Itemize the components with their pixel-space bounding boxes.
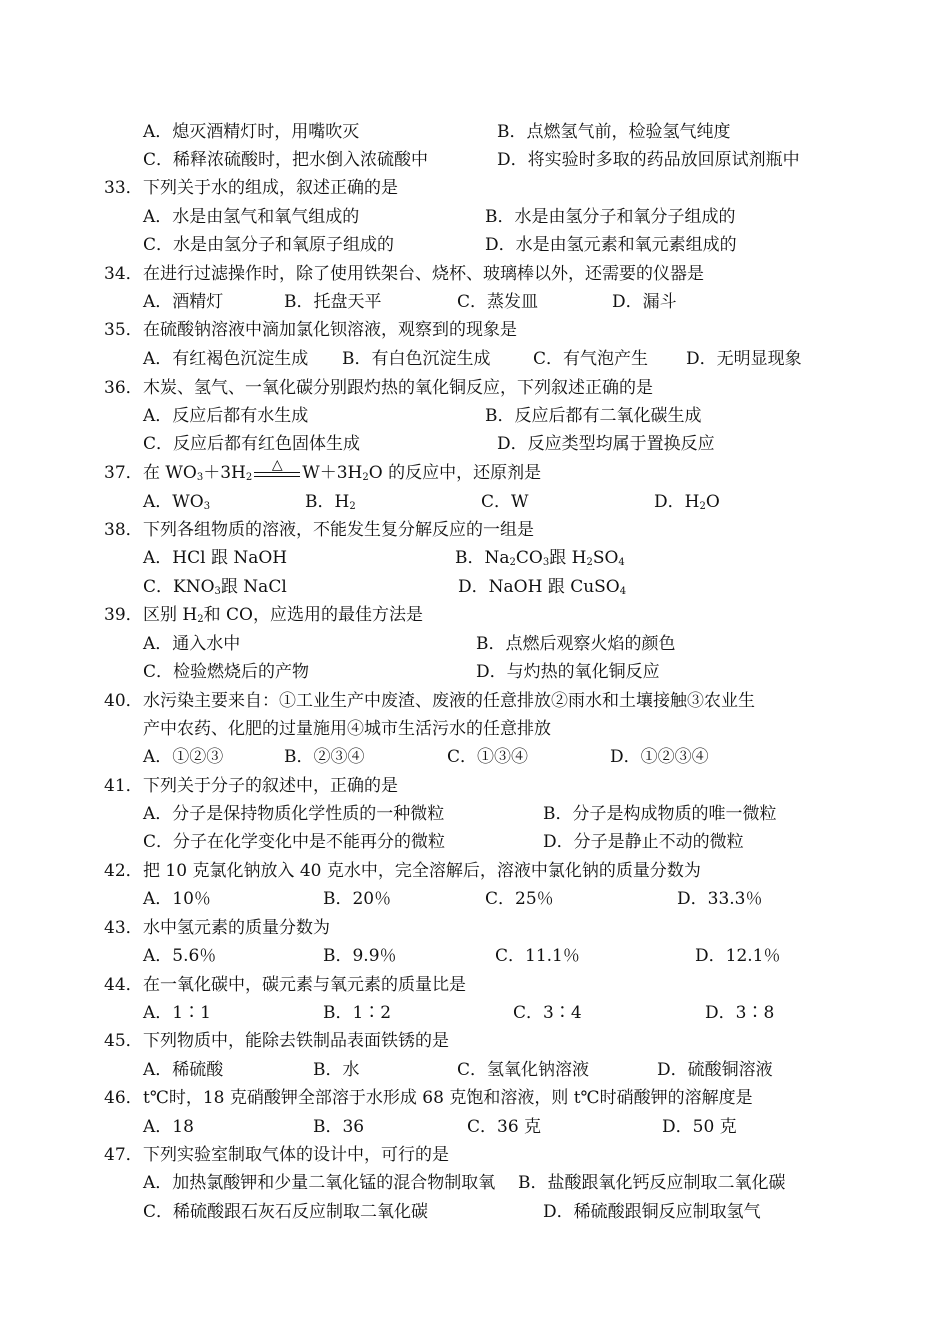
q47-option-b: B．盐酸跟氧化钙反应制取二氧化碳: [518, 1173, 786, 1193]
q37-stem-part: ＋3H: [203, 463, 246, 483]
q40-stem-line1: 水污染主要来自：①工业生产中废渣、废液的任意排放②雨水和土壤接触③农业生: [143, 691, 755, 711]
q42-option-c: C．25％: [485, 889, 554, 909]
q46-option-b: B．36: [313, 1117, 365, 1137]
q38-option-b: B．$Na_2CO_3$跟 $H_2SO_4$: [455, 548, 625, 568]
q45-option-c: C．氢氧化钠溶液: [457, 1060, 590, 1080]
q41-option-b: B．分子是构成物质的唯一微粒: [543, 804, 777, 824]
q38-option-a: A．HCl 跟 NaOH: [143, 548, 288, 568]
q33-option-d: D．水是由氢元素和氧元素组成的: [485, 235, 737, 255]
q39-option-d: D．与灼热的氧化铜反应: [476, 662, 660, 682]
q47-option-d: D．稀硫酸跟铜反应制取氢气: [543, 1202, 761, 1222]
q38-number: 38．: [104, 520, 143, 540]
q46-option-d: D．50 克: [662, 1117, 737, 1137]
q40-number: 40．: [104, 691, 143, 711]
q35-option-a: A．有红褐色沉淀生成: [143, 349, 309, 369]
q37-option-c: C．W: [481, 492, 529, 512]
q34-number: 34．: [104, 264, 143, 284]
q46-option-c: C．36 克: [467, 1117, 542, 1137]
q40-option-a: A．①②③: [143, 747, 224, 767]
q40-option-b: B．②③④: [284, 747, 365, 767]
q36-stem: 木炭、氢气、一氧化碳分别跟灼热的氧化铜反应，下列叙述正确的是: [143, 378, 653, 398]
q35-option-b: B．有白色沉淀生成: [342, 349, 491, 369]
q36-option-b: B．反应后都有二氧化碳生成: [485, 406, 702, 426]
q39-option-a: A．通入水中: [143, 634, 241, 654]
q45-option-d: D．硫酸铜溶液: [657, 1060, 773, 1080]
q33-stem: 下列关于水的组成，叙述正确的是: [143, 178, 398, 198]
q38-option-c: C．$KNO_3$跟 NaCl: [143, 577, 287, 597]
q33-option-b: B．水是由氢分子和氧分子组成的: [485, 207, 736, 227]
q39-option-b: B．点燃后观察火焰的颜色: [476, 634, 676, 654]
q47-number: 47．: [104, 1145, 143, 1165]
q44-option-d: D．3∶8: [705, 1003, 775, 1023]
q47-option-c: C．稀硫酸跟石灰石反应制取二氧化碳: [143, 1202, 429, 1222]
q38-option-d: D．NaOH 跟 CuSO$_4$: [458, 577, 627, 597]
q37-stem-part: 在 WO: [143, 463, 197, 483]
q42-option-b: B．20％: [323, 889, 392, 909]
q37-option-b: B．$H_2$: [305, 492, 356, 512]
q47-stem: 下列实验室制取气体的设计中，可行的是: [143, 1145, 449, 1165]
q44-option-b: B．1∶2: [323, 1003, 392, 1023]
q34-option-d: D．漏斗: [612, 292, 677, 312]
q47-option-a: A．加热氯酸钾和少量二氧化锰的混合物制取氧: [143, 1173, 496, 1193]
q41-stem: 下列关于分子的叙述中，正确的是: [143, 776, 398, 796]
q44-option-c: C．3∶4: [513, 1003, 582, 1023]
q42-number: 42．: [104, 861, 143, 881]
q36-option-d: D．反应类型均属于置换反应: [497, 434, 715, 454]
q42-option-a: A．10％: [143, 889, 211, 909]
q42-stem: 把 10 克氯化钠放入 40 克水中，完全溶解后，溶液中氯化钠的质量分数为: [143, 861, 701, 881]
q35-option-d: D．无明显现象: [686, 349, 802, 369]
q32-option-b: B．点燃氢气前，检验氢气纯度: [497, 122, 731, 142]
q32-option-a: A．熄灭酒精灯时，用嘴吹灭: [143, 122, 360, 142]
q33-option-c: C．水是由氢分子和氧原子组成的: [143, 235, 395, 255]
q37-subscript: 3: [196, 472, 204, 483]
q44-number: 44．: [104, 975, 143, 995]
q35-option-c: C．有气泡产生: [533, 349, 649, 369]
q43-option-b: B．9.9％: [323, 946, 397, 966]
q43-option-d: D．12.1％: [695, 946, 781, 966]
q37-number: 37．: [104, 463, 143, 483]
q45-option-a: A．稀硫酸: [143, 1060, 224, 1080]
q36-option-a: A．反应后都有水生成: [143, 406, 309, 426]
q39-stem: 区别 $H_2$和 CO，应选用的最佳方法是: [143, 605, 423, 625]
q40-option-d: D．①②③④: [610, 747, 709, 767]
q37-option-d: D．$H_2O$: [654, 492, 720, 512]
q32-option-c: C．稀释浓硫酸时，把水倒入浓硫酸中: [143, 150, 429, 170]
q37-subscript: 2: [362, 472, 369, 483]
q42-option-d: D．33.3％: [677, 889, 763, 909]
q41-option-c: C．分子在化学变化中是不能再分的微粒: [143, 832, 446, 852]
q37-subscript: 2: [245, 472, 253, 483]
q37-option-a: A．$WO_3$: [143, 492, 211, 512]
q46-number: 46．: [104, 1088, 143, 1108]
q46-option-a: A．18: [143, 1117, 194, 1137]
q37-stem: [143, 457, 542, 483]
q38-stem: 下列各组物质的溶液，不能发生复分解反应的一组是: [143, 520, 534, 540]
q35-number: 35．: [104, 320, 143, 340]
q37-stem-part: O 的反应中，还原剂是: [368, 463, 542, 483]
q34-option-a: A．酒精灯: [143, 292, 224, 312]
q43-number: 43．: [104, 918, 143, 938]
q45-option-b: B．水: [313, 1060, 360, 1080]
q46-stem: t℃时，18 克硝酸钾全部溶于水形成 68 克饱和溶液，则 t℃时硝酸钾的溶解度是: [143, 1088, 753, 1108]
q43-option-a: A．5.6％: [143, 946, 217, 966]
q34-option-b: B．托盘天平: [284, 292, 382, 312]
q34-stem: 在进行过滤操作时，除了使用铁架台、烧杯、玻璃棒以外，还需要的仪器是: [143, 264, 704, 284]
q44-option-a: A．1∶1: [143, 1003, 211, 1023]
heat-condition-sign: [252, 457, 302, 483]
heat-triangle-icon: △: [271, 457, 283, 473]
q43-stem: 水中氢元素的质量分数为: [143, 918, 330, 938]
q41-option-d: D．分子是静止不动的微粒: [543, 832, 744, 852]
q40-option-c: C．①③④: [447, 747, 529, 767]
q43-option-c: C．11.1％: [495, 946, 580, 966]
q39-number: 39．: [104, 605, 143, 625]
q33-option-a: A．水是由氢气和氧气组成的: [143, 207, 360, 227]
q41-option-a: A．分子是保持物质化学性质的一种微粒: [143, 804, 445, 824]
q44-stem: 在一氧化碳中，碳元素与氧元素的质量比是: [143, 975, 466, 995]
q45-stem: 下列物质中，能除去铁制品表面铁锈的是: [143, 1031, 449, 1051]
q35-stem: 在硫酸钠溶液中滴加氯化钡溶液，观察到的现象是: [143, 320, 517, 340]
q41-number: 41．: [104, 776, 143, 796]
q36-number: 36．: [104, 378, 143, 398]
q34-option-c: C．蒸发皿: [457, 292, 539, 312]
q37-stem-part: W＋3H: [302, 463, 363, 483]
q32-option-d: D．将实验时多取的药品放回原试剂瓶中: [497, 150, 800, 170]
q45-number: 45．: [104, 1031, 143, 1051]
q33-number: 33．: [104, 178, 143, 198]
q40-stem-line2: 产中农药、化肥的过量施用④城市生活污水的任意排放: [143, 719, 551, 739]
q39-option-c: C．检验燃烧后的产物: [143, 662, 310, 682]
q36-option-c: C．反应后都有红色固体生成: [143, 434, 361, 454]
